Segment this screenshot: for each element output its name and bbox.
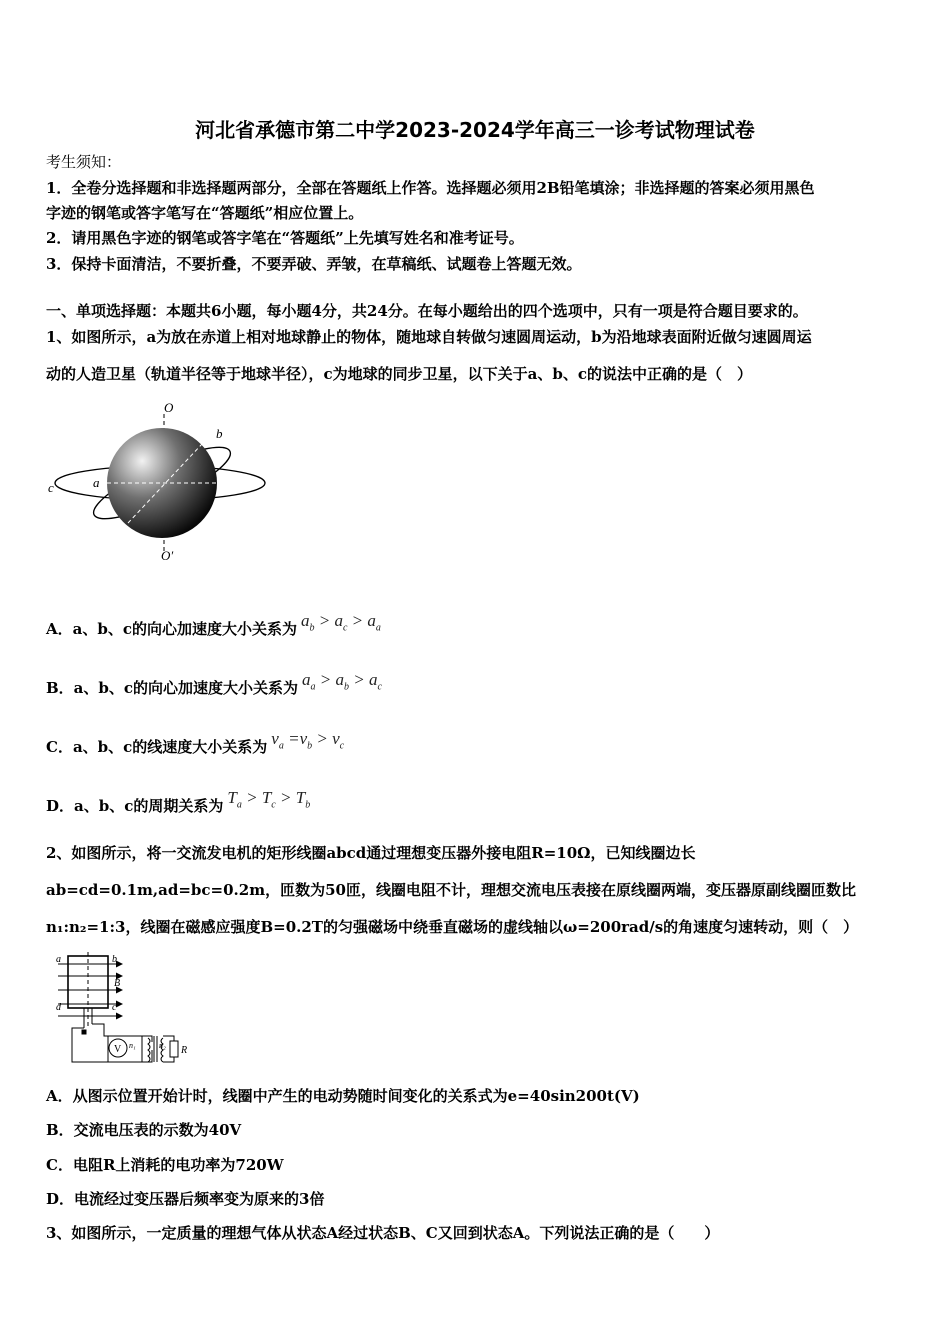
label-c: c bbox=[112, 1002, 117, 1013]
wire-top bbox=[92, 1024, 152, 1042]
formula: $T_a > T_c > T_b$ bbox=[227, 788, 311, 811]
notice-heading: 考生须知： bbox=[46, 153, 122, 171]
formula: $a_b > a_c > a_a$ bbox=[300, 611, 381, 634]
notice-item-1-cont: 字迹的钢笔或答字笔写在“答题纸”相应位置上。 bbox=[46, 204, 364, 222]
primary-coil bbox=[148, 1038, 150, 1062]
section-heading: 一、单项选择题：本题共6小题，每小题4分，共24分。在每小题给出的四个选项中，只有一项是符合题目要求的。 bbox=[46, 302, 808, 320]
q2-option-c[interactable]: C．电阻R上消耗的电功率为720W bbox=[46, 1156, 284, 1174]
q2-circuit-figure bbox=[46, 950, 196, 1070]
q2-stem-line2: ab=cd=0.1m,ad=bc=0.2m，匝数为50匝，线圈电阻不计，理想交流电压表接在原线圈两端，变压器原副线圈匝数比 bbox=[46, 881, 856, 899]
notice-item-1: 1．全卷分选择题和非选择题两部分，全部在答题纸上作答。选择题必须用2B铅笔填涂；非选择题的答案必须用黑色 bbox=[46, 179, 815, 197]
notice-item-2: 2．请用黑色字迹的钢笔或答字笔在“答题纸”上先填写姓名和准考证号。 bbox=[46, 229, 524, 247]
label-c: c bbox=[48, 480, 54, 495]
label-d: d bbox=[56, 1002, 61, 1013]
page-title: 河北省承德市第二中学2023-2024学年高三一诊考试物理试卷 bbox=[195, 118, 755, 142]
label-O-prime: O′ bbox=[161, 548, 174, 563]
q2-stem-line3: n₁:n₂=1:3，线圈在磁感应强度B=0.2T的匀强磁场中绕垂直磁场的虚线轴以ω=200rad/s的角速度匀速转动，则（ ） bbox=[46, 918, 859, 936]
q1-stem-line1: 1、如图所示，a为放在赤道上相对地球静止的物体，随地球自转做匀速圆周运动，b为沿地球表面附近做匀速圆周运 bbox=[46, 328, 812, 346]
option-text: A．a、b、c的向心加速度大小关系为 bbox=[46, 620, 297, 638]
label-n2: n₂ bbox=[159, 1041, 166, 1050]
q1-option-a[interactable] bbox=[46, 611, 381, 646]
option-text: D．a、b、c的周期关系为 bbox=[46, 797, 224, 815]
resistor-R bbox=[170, 1041, 178, 1057]
label-B: B bbox=[114, 978, 121, 989]
label-a: a bbox=[56, 954, 61, 965]
q1-option-b[interactable] bbox=[46, 670, 382, 705]
option-text: B．a、b、c的向心加速度大小关系为 bbox=[46, 679, 299, 697]
q2-stem-line1: 2、如图所示，将一交流发电机的矩形线圈abcd通过理想变压器外接电阻R=10Ω，已知线圈边长 bbox=[46, 844, 696, 862]
q2-option-a[interactable]: A．从图示位置开始计时，线圈中产生的电动势随时间变化的关系式为e=40sin200t(V) bbox=[46, 1087, 640, 1105]
label-O: O bbox=[164, 400, 174, 415]
slip-ring bbox=[82, 1030, 86, 1034]
q2-option-d[interactable]: D．电流经过变压器后频率变为原来的3倍 bbox=[46, 1190, 325, 1208]
label-b: b bbox=[112, 954, 117, 965]
q2-option-b[interactable]: B．交流电压表的示数为40V bbox=[46, 1121, 242, 1139]
q1-option-d[interactable] bbox=[46, 788, 311, 823]
q1-option-c[interactable] bbox=[46, 729, 345, 764]
q1-stem-line2: 动的人造卫星（轨道半径等于地球半径），c为地球的同步卫星，以下关于a、b、c的说法中正确的是（ ） bbox=[46, 365, 752, 383]
label-n1: n₁ bbox=[129, 1041, 136, 1050]
option-text: C．a、b、c的线速度大小关系为 bbox=[46, 738, 268, 756]
q1-earth-figure bbox=[40, 398, 280, 568]
label-V: V bbox=[114, 1044, 122, 1055]
label-b: b bbox=[216, 426, 223, 441]
label-a: a bbox=[93, 475, 100, 490]
q3-stem-line1: 3、如图所示，一定质量的理想气体从状态A经过状态B、C又回到状态A。下列说法正确的是（ ） bbox=[46, 1224, 720, 1242]
formula: $v_a =v_b > v_c$ bbox=[271, 729, 345, 752]
label-R: R bbox=[181, 1045, 188, 1056]
formula: $a_a > a_b > a_c$ bbox=[302, 670, 382, 693]
notice-item-3: 3．保持卡面清洁，不要折叠，不要弄破、弄皱，在草稿纸、试题卷上答题无效。 bbox=[46, 255, 582, 273]
